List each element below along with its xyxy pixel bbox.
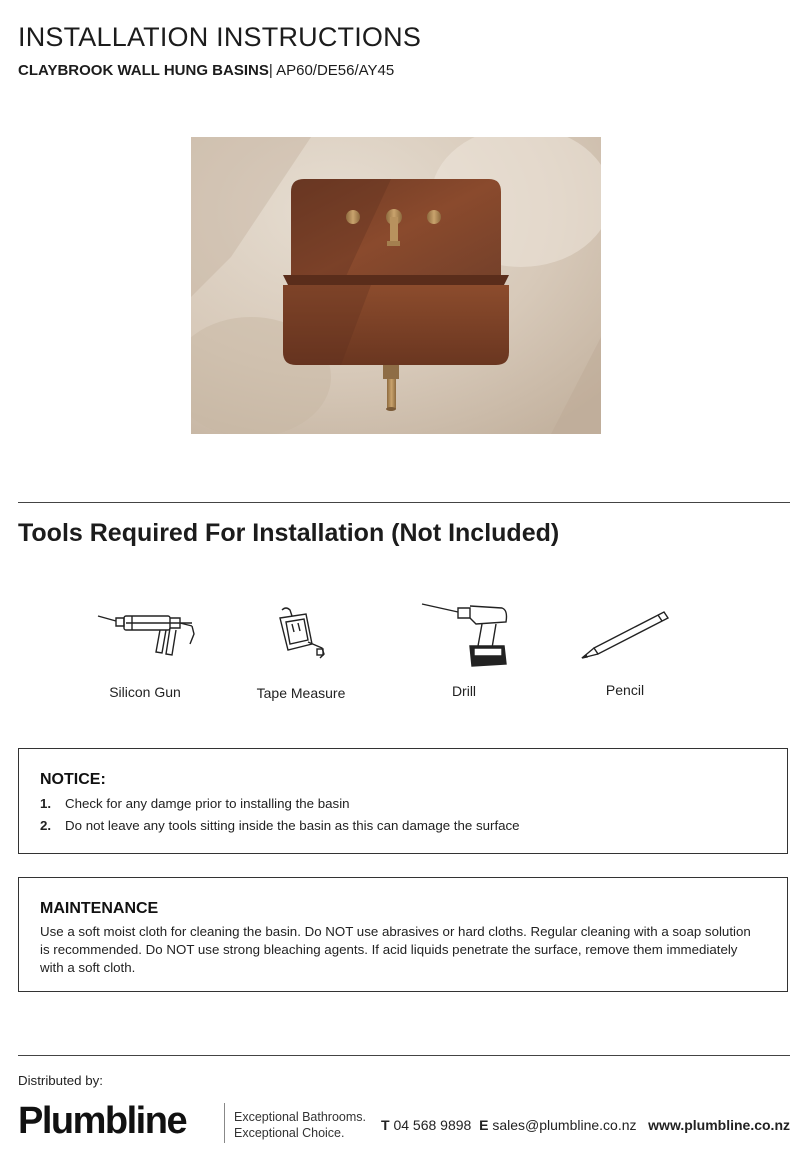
maintenance-text: Use a soft moist cloth for cleaning the basin. Do NOT use abrasives or hard cloths. Regular cleaning with a soap solution is recommended. Do NOT use strong bleaching agents. If acid liquids penetrate the surface, remove them immediately with a soft cloth. [40,924,751,975]
notice-item-text: Check for any damge prior to installing the basin [65,796,350,811]
distributed-by-label: Distributed by: [18,1073,103,1088]
phone-label: T [381,1117,390,1133]
notice-item [40,796,350,811]
tape-measure-icon [272,604,332,664]
contact-details [381,1117,790,1133]
tool-label-tape-measure: Tape Measure [256,685,346,701]
footer-divider [18,1055,790,1056]
email-label: E [479,1117,489,1133]
phone-number[interactable]: 04 568 9898 [393,1117,472,1133]
tool-drill [420,600,512,677]
notice-item [40,818,520,833]
maintenance-title: MAINTENANCE [40,900,159,917]
tool-pencil [580,610,672,667]
notice-item-text: Do not leave any tools sitting inside the basin as this can damage the surface [65,818,520,833]
tool-silicon-gun [96,604,196,669]
notice-title: NOTICE: [40,771,106,788]
product-subtitle [18,62,394,79]
document-title: INSTALLATION INSTRUCTIONS [18,22,422,52]
tool-label-pencil: Pencil [605,682,645,698]
email-link[interactable]: sales@plumbline.co.nz [492,1117,637,1133]
maintenance-box [18,877,788,992]
wall-hung-basin-photo-icon [191,137,601,434]
tools-heading: Tools Required For Installation (Not Included) [18,519,560,547]
plumbline-logo: Plumbline [18,1100,187,1142]
notice-box [18,748,788,854]
tool-label-drill: Drill [451,683,477,699]
product-codes: | AP60/DE56/AY45 [268,62,395,79]
tagline-line-2: Exceptional Choice. [234,1126,345,1140]
tool-label-silicon-gun: Silicon Gun [109,684,181,700]
notice-item-number: 2. [40,818,52,833]
product-name: CLAYBROOK WALL HUNG BASINS [18,62,269,79]
website-link[interactable]: www.plumbline.co.nz [648,1117,790,1133]
notice-item-number: 1. [40,796,52,811]
tagline-line-1: Exceptional Bathrooms. [234,1110,367,1124]
tool-tape-measure [272,604,332,669]
section-divider [18,502,790,503]
drill-icon [420,600,512,672]
silicon-gun-icon [96,604,196,664]
product-photo [191,137,601,434]
pencil-icon [580,610,672,662]
logo-divider [224,1103,225,1143]
